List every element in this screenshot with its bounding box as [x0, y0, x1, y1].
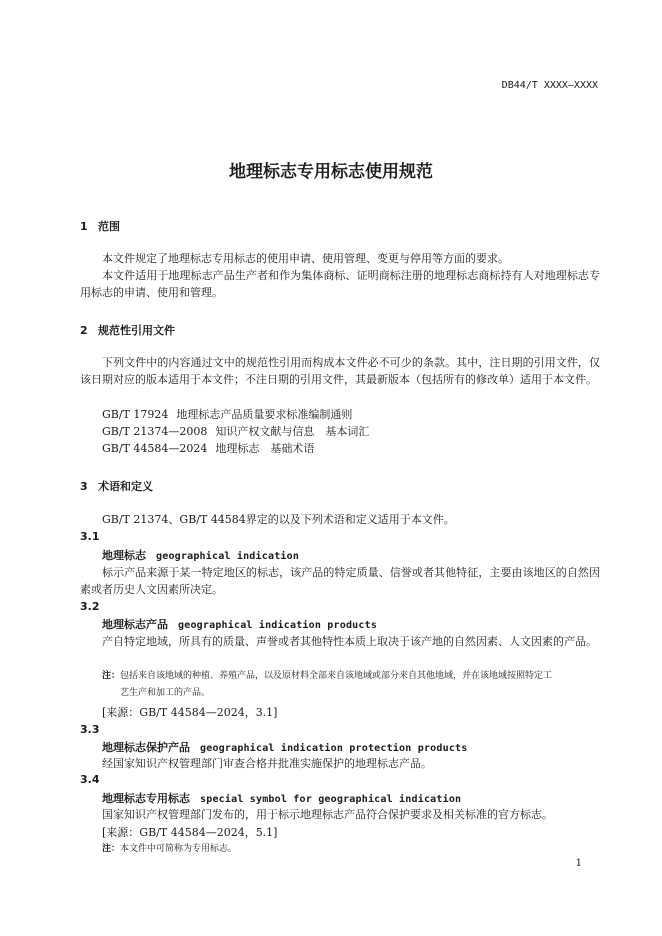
reference-code: GB/T 17924: [102, 408, 169, 421]
term-number: 3.2: [80, 600, 100, 613]
document-title: 地理标志专用标志使用规范: [229, 162, 433, 182]
term-entry: [102, 739, 467, 755]
term-definition: 国家知识产权管理部门发布的，用于标示地理标志产品符合保护要求及相关标准的官方标志。: [102, 808, 553, 821]
term-source: [来源：GB/T 44584—2024，3.1]: [102, 706, 278, 719]
term-entry: [102, 790, 461, 806]
scope-paragraph-2: 本文件适用于地理标志产品生产者和作为集体商标、证明商标注册的地理标志商标持有人对地理标志专用标志的申请、使用和管理。: [80, 269, 600, 299]
note-label: 注：: [102, 844, 121, 854]
term-source: [来源：GB/T 44584—2024，5.1]: [102, 826, 278, 839]
reference-code: GB/T 21374—2008: [102, 425, 208, 438]
reference-item: [102, 406, 352, 422]
section-number: 1: [80, 220, 88, 233]
reference-item: [102, 423, 369, 439]
term-number: 3.1: [80, 530, 100, 543]
reference-code: GB/T 44584—2024: [102, 442, 208, 455]
section-number: 2: [80, 324, 88, 337]
term-number: 3.4: [80, 773, 100, 786]
term-number: 3.3: [80, 723, 100, 736]
section-number: 3: [80, 480, 88, 493]
note-text: 本文件中可简称为专用标志。: [120, 844, 238, 854]
document-code: DB44/T XXXX—XXXX: [501, 80, 598, 91]
term-english: special symbol for geographical indication: [200, 794, 462, 805]
term-entry: [102, 616, 377, 632]
term-note: [102, 668, 600, 685]
reference-item: [102, 440, 314, 456]
note-label: 注：: [102, 671, 121, 681]
term-entry: [102, 547, 299, 563]
reference-title: 地理标志 基础术语: [215, 442, 315, 455]
terms-intro: GB/T 21374、GB/T 44584界定的以及下列术语和定义适用于本文件。: [102, 513, 455, 526]
page-number: 1: [575, 858, 582, 869]
note-text: 包括来自该地域的种植、养殖产品，以及原材料全部来自该地域或部分来自其他地域，并在该地域按照特定工: [120, 671, 553, 681]
scope-paragraph-1: 本文件规定了地理标志专用标志的使用申请、使用管理、变更与停用等方面的要求。: [102, 252, 509, 265]
term-definition: 经国家知识产权管理部门审查合格并批准实施保护的地理标志产品。: [102, 757, 432, 770]
term-chinese: 地理标志保护产品: [102, 741, 190, 754]
section-heading-terms: [80, 478, 153, 494]
term-english: geographical indication: [156, 551, 300, 562]
term-definition: 产自特定地域，所具有的质量、声誉或者其他特性本质上取决于该产地的自然因素、人文因素的产品。: [102, 635, 597, 648]
reference-title: 知识产权文献与信息 基本词汇: [215, 425, 370, 438]
term-note: [102, 841, 600, 858]
section-title: 术语和定义: [98, 480, 153, 493]
section-title: 范围: [98, 220, 120, 233]
section-title: 规范性引用文件: [98, 324, 175, 337]
normative-paragraph: 下列文件中的内容通过文中的规范性引用而构成本文件必不可少的条款。其中，注日期的引用文件，仅该日期对应的版本适用于本文件；不注日期的引用文件，其最新版本（包括所有的修改单）适用于本文件。: [80, 356, 600, 386]
term-chinese: 地理标志专用标志: [102, 792, 190, 805]
term-note-continued: 艺生产和加工的产品。: [120, 688, 211, 698]
term-definition: 标示产品来源于某一特定地区的标志，该产品的特定质量、信誉或者其他特征，主要由该地区的自然因素或者历史人文因素所决定。: [80, 566, 600, 596]
term-english: geographical indication products: [178, 620, 378, 631]
term-chinese: 地理标志: [102, 549, 146, 562]
section-heading-scope: [80, 218, 120, 234]
section-heading-normative: [80, 322, 175, 338]
reference-title: 地理标志产品质量要求标准编制通则: [176, 408, 353, 421]
term-english: geographical indication protection products: [200, 743, 468, 754]
term-chinese: 地理标志产品: [102, 618, 168, 631]
